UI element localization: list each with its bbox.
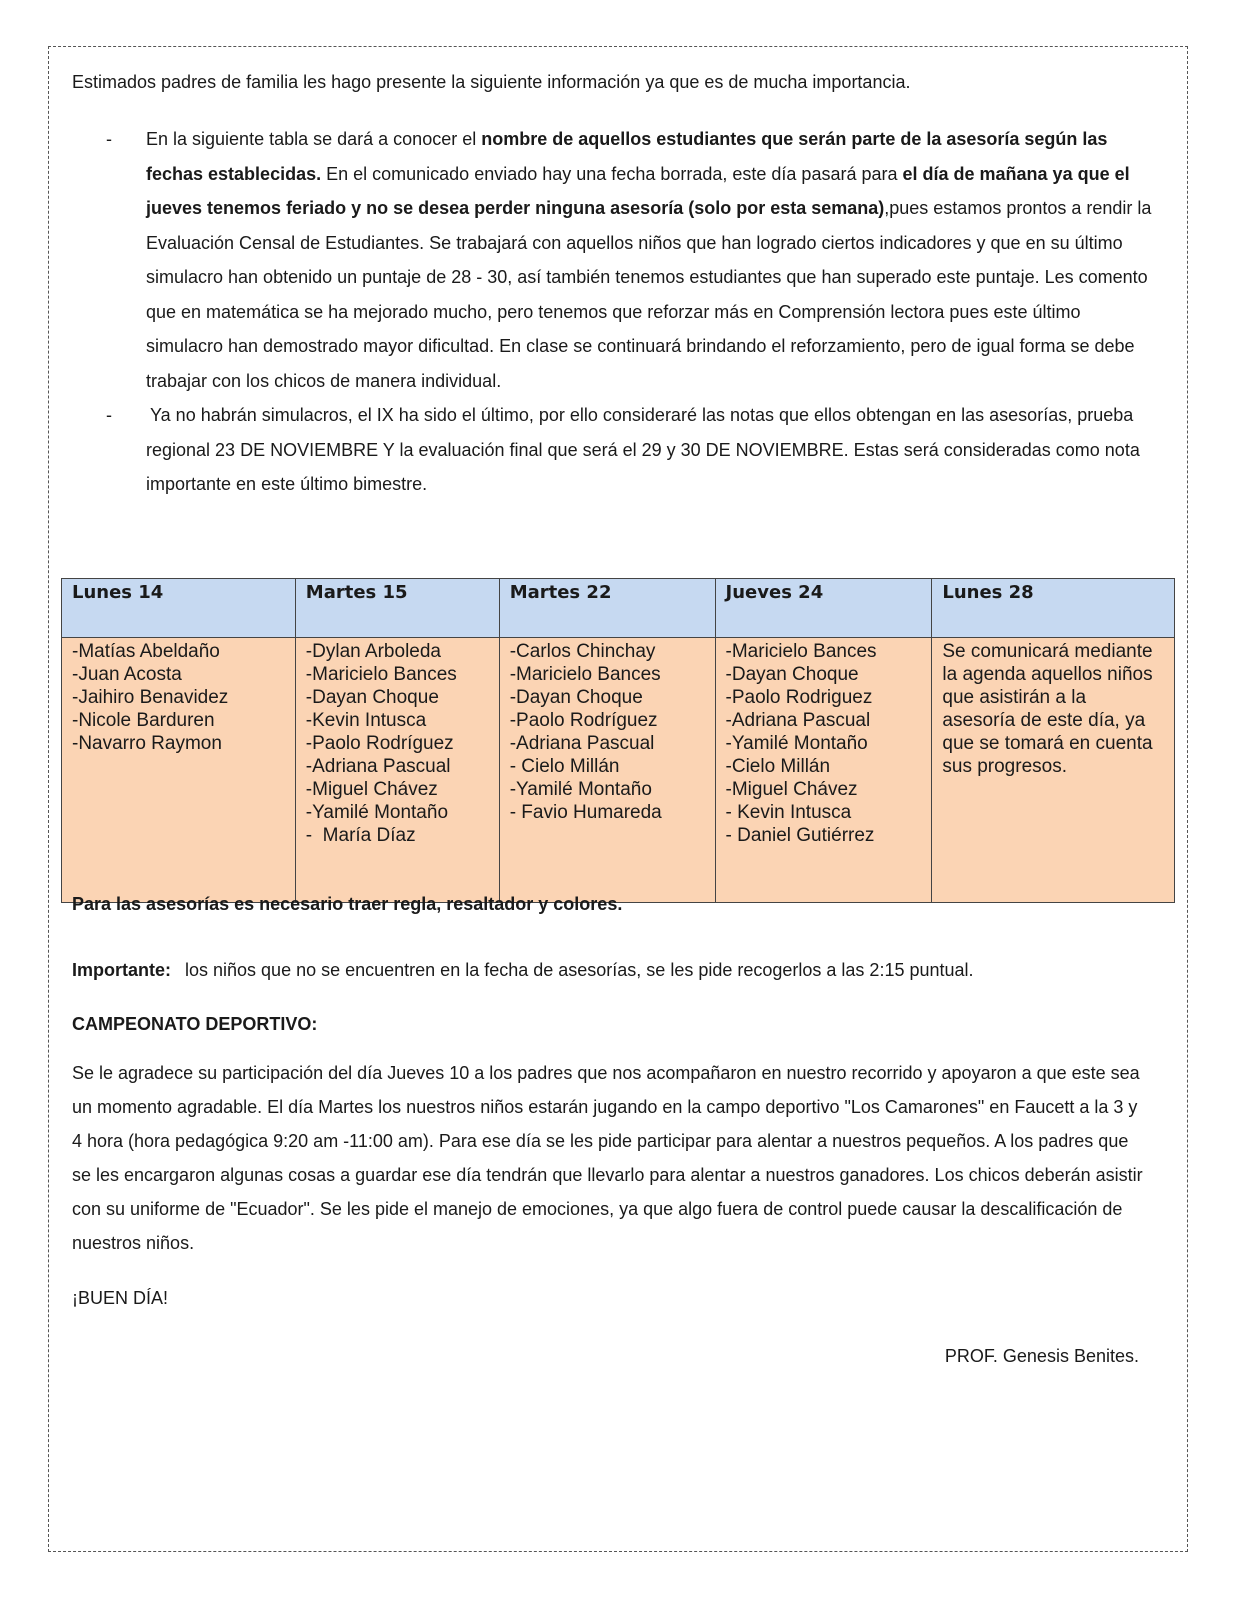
student-name: -Yamilé Montaño [305,802,449,823]
header-martes-15: Martes 15 [295,579,499,638]
student-name: -Yamilé Montaño [725,733,868,754]
bullet-list [72,122,1162,502]
student-name: -Nicole Barduren [72,710,215,731]
bullet-dash: - [106,129,112,149]
table-header-row [62,579,1175,638]
important-label: Importante: [72,960,171,980]
important-text: los niños que no se encuentren en la fecha de asesorías, se les pide recogerlos a las 2:15 puntual. [185,960,974,980]
important-note [72,960,974,981]
cell-lunes-14 [62,638,296,903]
bullet-item-asesorias [72,122,1162,398]
header-martes-22: Martes 22 [499,579,715,638]
student-name: -Adriana Pascual [305,756,451,777]
bullet1-bold-2: el día de mañana ya que el jueves tenemos feriado y no se desea perder ninguna asesoría (solo por esta semana) [146,163,1130,218]
student-name: -Carlos Chinchay [509,641,656,662]
student-name: -Adriana Pascual [509,733,655,754]
student-name: -Dayan Choque [725,664,859,685]
bullet1-text-3: ,pues estamos prontos a rendir la Evaluación Censal de Estudiantes. Se trabajará con aquellos niños que han logrado ciertos indicadores y que en su último simulacro han obtenido un puntaje de 28 - 30, así también tenemos estudiantes que han superado este puntaje. Les comento que en matemática se ha mejorado mucho, pero tenemos que reforzar más en Comprensión lectora pues este último simulacro han demostrado mayor dificultad. En clase se continuará brindando el reforzamiento, pero de igual forma se debe trabajar con los chicos de manera individual. [146,198,1152,391]
cell-martes-15 [295,638,499,903]
closing-greeting: ¡BUEN DÍA! [72,1288,169,1308]
student-name: -Miguel Chávez [725,779,858,800]
bullet-item-simulacros [72,398,1162,502]
bullet1-text-1: En la siguiente tabla se dará a conocer el [146,129,482,149]
header-lunes-14: Lunes 14 [62,579,296,638]
student-name: -Jaihiro Benavidez [72,687,229,708]
materials-note: Para las asesorías es necesario traer regla, resaltador y colores. [72,894,623,914]
student-name: - María Díaz [305,825,416,846]
student-name: -Maricielo Bances [305,664,457,685]
student-name: -Maricielo Bances [725,641,877,662]
student-name: -Dayan Choque [305,687,439,708]
student-name: - Favio Humareda [509,802,662,823]
intro-paragraph: Estimados padres de familia les hago presente la siguiente información ya que es de mucha importancia. [72,72,911,92]
signature: PROF. Genesis Benites. [944,1346,1139,1366]
student-name: -Dylan Arboleda [305,641,441,662]
student-name: -Matías Abeldaño [72,641,220,662]
student-name: -Adriana Pascual [725,710,871,731]
bullet2-text: Ya no habrán simulacros, el IX ha sido el último, por ello consideraré las notas que ellos obtengan en las asesorías, prueba regional 23 DE NOVIEMBRE Y la evaluación final que será el 29 y 30 DE NOVIEMBRE. Estas será consideradas como nota importante en este último bimestre. [146,405,1140,494]
student-name: -Maricielo Bances [509,664,661,685]
student-name: -Juan Acosta [72,664,182,685]
student-name: -Navarro Raymon [72,733,222,754]
student-name: -Kevin Intusca [305,710,427,731]
table-row [62,638,1175,903]
student-name: -Miguel Chávez [305,779,438,800]
campeonato-paragraph: Se le agradece su participación del día Jueves 10 a los padres que nos acompañaron en nuestro recorrido y apoyaron a que este sea un momento agradable. El día Martes los nuestros niños estarán jugando en la campo deportivo "Los Camarones" en Faucett a la 3 y 4 hora (hora pedagógica 9:20 am -11:00 am). Para ese día se les pide participar para alentar a nuestros pequeños. A los padres que se les encargaron algunas cosas a guardar ese día tendrán que llevarlo para alentar a nuestros ganadores. Los chicos deberán asistir con su uniforme de "Ecuador". Se les pide el manejo de emociones, ya que algo fuera de control puede causar la descalificación de nuestros niños. [72,1063,1143,1253]
student-name: -Cielo Millán [725,756,831,777]
student-name: -Dayan Choque [509,687,643,708]
cell-jueves-24 [715,638,932,903]
student-name: - Cielo Millán [509,756,620,777]
student-name: -Yamilé Montaño [509,779,652,800]
header-jueves-24: Jueves 24 [715,579,932,638]
cell-lunes-28-note: Se comunicará mediante la agenda aquellos niños que asistirán a la asesoría de este día, ya que se tomará en cuenta sus progresos. [932,638,1175,903]
bullet-dash: - [106,405,112,425]
student-name: -Paolo Rodríguez [305,733,454,754]
student-name: - Daniel Gutiérrez [725,825,875,846]
schedule-table [61,578,1175,903]
student-name: - Kevin Intusca [725,802,852,823]
bullet1-bold-1: nombre de aquellos estudiantes que serán parte de la asesoría según las fechas establecidas. [146,129,1108,184]
student-name: -Paolo Rodriguez [725,687,873,708]
campeonato-heading: CAMPEONATO DEPORTIVO: [72,1014,318,1034]
bullet1-text-2: En el comunicado enviado hay una fecha borrada, este día pasará para [321,163,903,184]
student-name: -Paolo Rodríguez [509,710,658,731]
cell-martes-22 [499,638,715,903]
header-lunes-28: Lunes 28 [932,579,1175,638]
